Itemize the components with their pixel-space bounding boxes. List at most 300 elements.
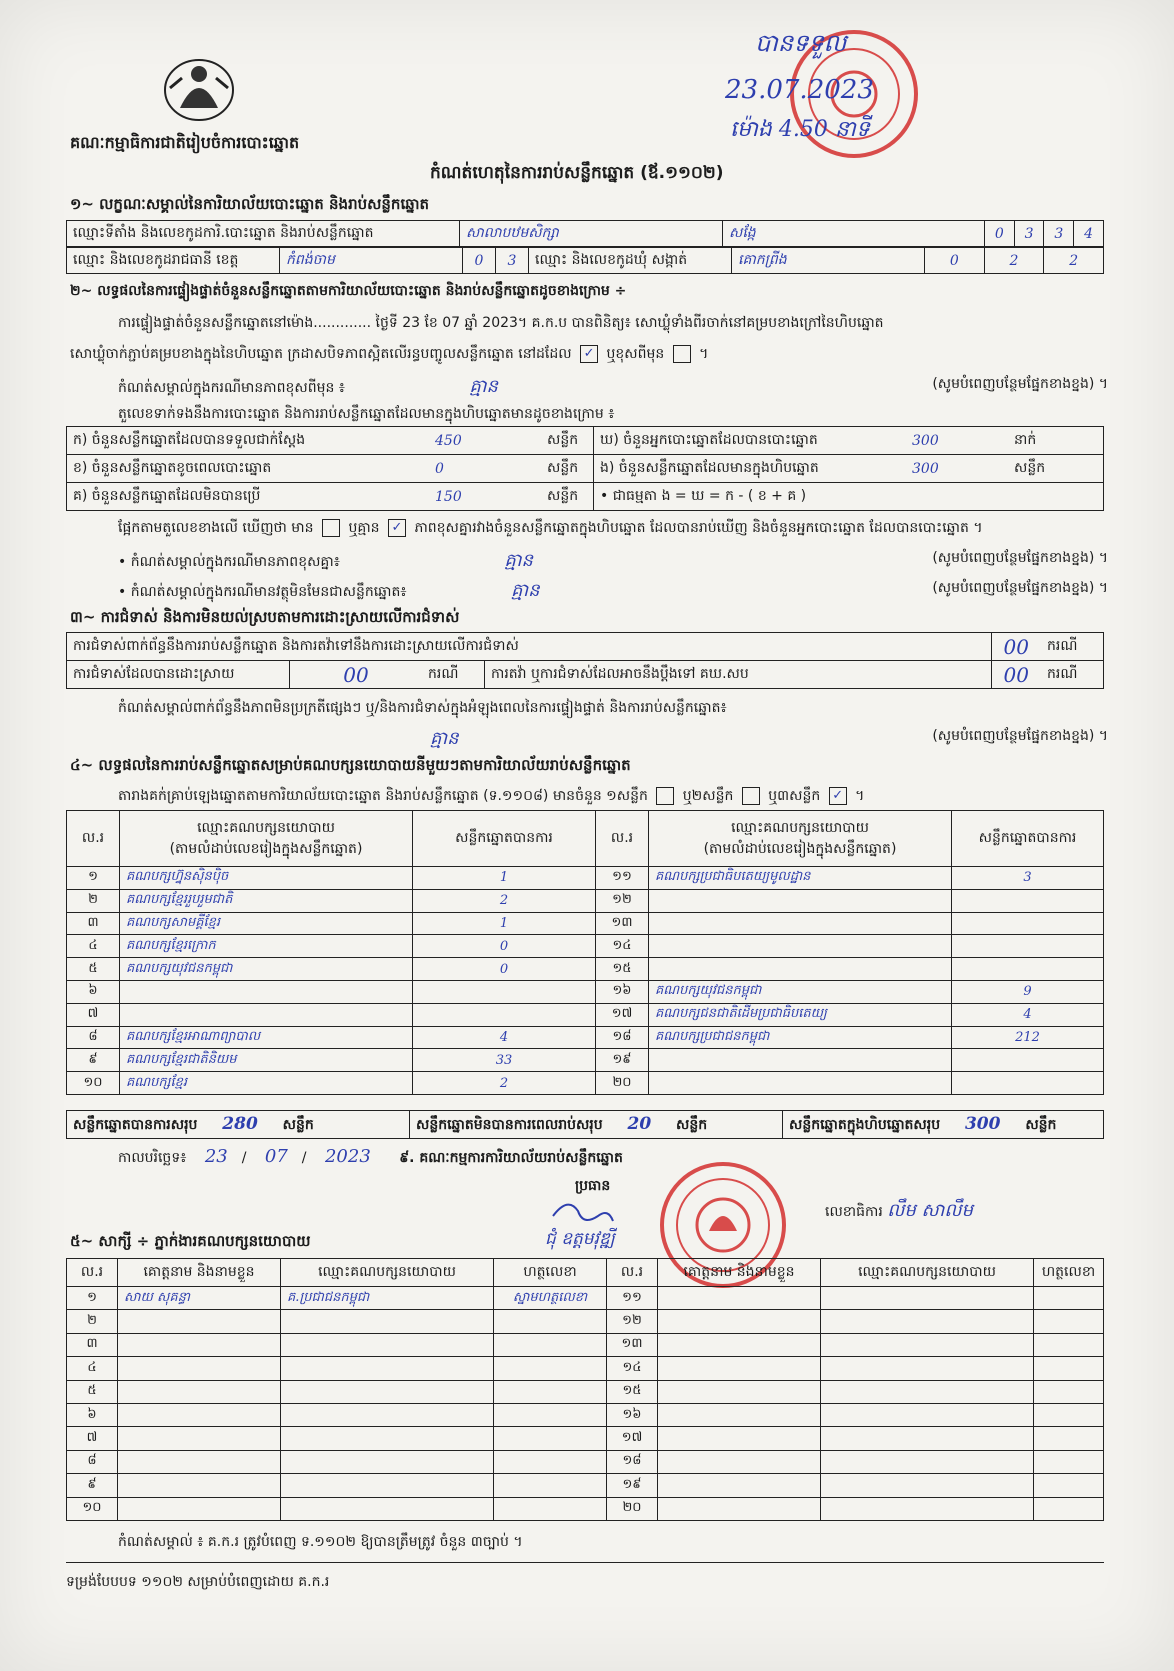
results-col-party-left — [120, 811, 413, 867]
objections-row1-value: 00 — [991, 633, 1041, 661]
results-party: គណបក្សខ្មែរក្រោក — [120, 935, 413, 958]
remark2-suffix: (សូមបំពេញបន្ថែមផ្នែកខាងខ្នង) ។ — [932, 550, 1108, 566]
section4-title: ៤~ លទ្ធផលនៃការរាប់សន្លឹកឆ្នោតសម្រាប់គណបក្សនយោបាយនីមួយៗតាមការិយាល័យរាប់សន្លឹកឆ្នោត — [70, 756, 631, 774]
received-note-time: ម៉ោង 4.50 នាទី — [730, 117, 870, 142]
committee-label: ៩. គណៈកម្មការការិយាល័យរាប់សន្លឹកឆ្នោត — [399, 1150, 623, 1166]
figure-a-value: 450 — [429, 427, 541, 455]
witness-signature — [494, 1333, 607, 1356]
remark3-suffix: (សូមបំពេញបន្ថែមផ្នែកខាងខ្នង) ។ — [932, 580, 1108, 596]
witness-signature — [494, 1474, 607, 1497]
witness-signature: ស្នាមហត្ថលេខា — [494, 1287, 607, 1310]
section2-para2: សោឃ្លុំចាក់ភ្ជាប់គម្របខាងក្នុងនៃហិបឆ្នោត ក្រដាសបិទភាពស្អិតលើរន្ធបញ្ចូលសន្លឹកឆ្នោត នៅដដែល — [70, 346, 572, 362]
figure-c-value: 150 — [429, 483, 541, 511]
remark3-row — [118, 578, 1108, 605]
witness-signature — [1034, 1474, 1104, 1497]
remark2-row — [118, 548, 1108, 575]
witness-no: ៩ — [67, 1474, 118, 1497]
witness-name — [118, 1333, 281, 1356]
witness-name — [118, 1474, 281, 1497]
figure-c-label: គ) ចំនួនសន្លឹកឆ្នោតដែលមិនបានប្រើ — [67, 483, 430, 511]
seal-intact-checkbox[interactable]: ✓ — [580, 345, 598, 363]
total-valid-label: សន្លឹកឆ្នោតបានការសរុប — [73, 1116, 198, 1133]
section5-title: ៥~ សាក្សី ÷ ភ្នាក់ងារគណបក្សនយោបាយ — [70, 1232, 311, 1250]
secretary-label: លេខាធិការ — [825, 1204, 883, 1220]
total-valid-cell — [67, 1111, 410, 1139]
nec-emblem-icon — [160, 48, 238, 126]
witness-party — [821, 1450, 1034, 1473]
results-votes: 4 — [413, 1026, 596, 1049]
remark3-value: គ្មាន — [511, 580, 540, 601]
witness-no: ១៨ — [607, 1450, 658, 1473]
witness-signature — [494, 1403, 607, 1426]
witness-name — [658, 1450, 821, 1473]
witness-name — [118, 1357, 281, 1380]
results-row — [67, 980, 1104, 1003]
section3-remark-suffix: (សូមបំពេញបន្ថែមផ្នែកខាងខ្នង) ។ — [932, 728, 1108, 744]
witness-row — [67, 1333, 1104, 1356]
results-no: ១០ — [67, 1072, 120, 1095]
results-votes — [952, 958, 1104, 981]
witness-name — [118, 1497, 281, 1520]
witness-row — [67, 1427, 1104, 1450]
results-no: ៩ — [67, 1049, 120, 1072]
commune-value: គោកព្រីង — [732, 248, 925, 274]
figure-c-unit: សន្លឹក — [541, 483, 594, 511]
results-row — [67, 889, 1104, 912]
witness-row — [67, 1497, 1104, 1520]
compare-text2: ឬគ្មាន — [348, 520, 380, 536]
results-votes: 1 — [413, 867, 596, 890]
footer-remark: កំណត់សម្គាល់ ៖ គ.ក.រ ត្រូវបំពេញ ទ.១១០២ ឱ្យបានត្រឹមត្រូវ ចំនួន ៣ច្បាប់ ។ — [118, 1534, 523, 1550]
objections-appeal-unit: ករណី — [1041, 661, 1104, 689]
figure-b-unit: សន្លឹក — [541, 455, 594, 483]
witness-name — [658, 1310, 821, 1333]
total-invalid-unit: សន្លឹក — [676, 1116, 708, 1133]
figure-b-value: 0 — [429, 455, 541, 483]
witness-party — [281, 1474, 494, 1497]
tally-2-sheets-checkbox[interactable] — [742, 787, 760, 805]
results-party: គណបក្សខ្មែរជាតិនិយម — [120, 1049, 413, 1072]
tally-opt3: ឬ៣សន្លឹក — [768, 788, 821, 804]
results-col-party-right — [649, 811, 952, 867]
witness-party — [821, 1357, 1034, 1380]
objections-appeal-label: ការតវ៉ា ឬការជំទាស់ដែលអាចនឹងប្តឹងទៅ គឃ.សប — [485, 661, 992, 689]
witness-body — [67, 1287, 1104, 1521]
figure-e-unit: សន្លឹក — [1008, 455, 1104, 483]
form-title: កំណត់ហេតុនៃការរាប់សន្លឹកឆ្នោត (ឪ.១១០២) — [430, 163, 724, 183]
date-day: 23 — [204, 1146, 228, 1167]
witness-name — [658, 1474, 821, 1497]
remark1-value: គ្មាន — [469, 376, 498, 397]
witness-party: គ.ប្រជាជនកម្ពុជា — [281, 1287, 494, 1310]
results-row — [67, 958, 1104, 981]
objections-resolved-unit: ករណី — [422, 661, 485, 689]
results-votes: 3 — [952, 867, 1104, 890]
figure-e-value: 300 — [906, 455, 1008, 483]
province-value: កំពង់ចាម — [280, 248, 463, 274]
witness-name — [658, 1333, 821, 1356]
witness-no: ២ — [67, 1310, 118, 1333]
org-name: គណៈកម្មាធិការជាតិរៀបចំការបោះឆ្នោត — [70, 133, 300, 152]
seal-changed-label: ឬខុសពីមុន — [606, 346, 665, 362]
witness-signature — [1034, 1450, 1104, 1473]
results-party: គណបក្សខ្មែរ — [120, 1072, 413, 1095]
witness-row — [67, 1450, 1104, 1473]
witness-no: ១៣ — [607, 1333, 658, 1356]
results-row — [67, 935, 1104, 958]
witness-signature — [1034, 1357, 1104, 1380]
figure-a-unit: សន្លឹក — [541, 427, 594, 455]
results-row — [67, 1049, 1104, 1072]
remark3-label: • កំណត់សម្គាល់ក្នុងករណីមានវត្ថុមិនមែនជាសន្លឹកឆ្នោត៖ — [118, 584, 407, 600]
results-votes: 212 — [952, 1026, 1104, 1049]
witness-party — [281, 1310, 494, 1333]
witness-party — [281, 1333, 494, 1356]
witness-name — [658, 1403, 821, 1426]
objections-resolved-value: 00 — [290, 661, 423, 689]
location-value2: សង្កែ — [723, 221, 985, 247]
results-votes: 0 — [413, 958, 596, 981]
results-col-party-left-sub: (តាមលំដាប់លេខរៀងក្នុងសន្លឹកឆ្នោត) — [169, 840, 363, 857]
witness-signature — [1034, 1310, 1104, 1333]
figure-e-label: ង) ចំនួនសន្លឹកឆ្នោតដែលមានក្នុងហិបឆ្នោត — [594, 455, 907, 483]
results-party — [649, 912, 952, 935]
results-col-votes-left: សន្លឹកឆ្នោតបានការ — [413, 811, 596, 867]
results-party: គណបក្សប្រជាធិបតេយ្យមូលដ្ឋាន — [649, 867, 952, 890]
results-votes — [413, 980, 596, 1003]
total-invalid-value: 20 — [627, 1113, 652, 1134]
results-party: គណបក្សយុវជនកម្ពុជា — [649, 980, 952, 1003]
witness-row — [67, 1474, 1104, 1497]
seal-changed-checkbox[interactable] — [673, 345, 691, 363]
results-party — [649, 1072, 952, 1095]
results-no: ១១ — [596, 867, 649, 890]
results-body — [67, 867, 1104, 1095]
witness-party — [281, 1380, 494, 1403]
witness-col-sign-right: ហត្ថលេខា — [1034, 1259, 1104, 1287]
results-col-party-right-title: ឈ្មោះគណបក្សនយោបាយ — [731, 819, 869, 836]
date-row: កាលបរិច្ឆេទ៖ 23 / 07 / 2023 ៩. គណៈកម្មការការិយាល័យរាប់សន្លឹកឆ្នោត — [118, 1146, 623, 1167]
results-no: ៥ — [67, 958, 120, 981]
witness-row — [67, 1380, 1104, 1403]
commune-code-3: 2 — [1044, 248, 1104, 274]
total-invalid-label: សន្លឹកឆ្នោតមិនបានការពេលរាប់សរុប — [416, 1116, 603, 1133]
witness-no: ១៦ — [607, 1403, 658, 1426]
results-row — [67, 867, 1104, 890]
received-note-date: 23.07.2023 — [725, 75, 874, 105]
objections-appeal-value: 00 — [991, 661, 1041, 689]
location-code-2: 3 — [1014, 221, 1044, 247]
witness-name — [658, 1427, 821, 1450]
results-votes: 0 — [413, 935, 596, 958]
witness-row — [67, 1357, 1104, 1380]
section2-title: ២~ លទ្ធផលនៃការផ្ទៀងផ្ទាត់ចំនួនសន្លឹកឆ្នោតតាមការិយាល័យបោះឆ្នោត និងរាប់សន្លឹកឆ្នោតដូចខាងក្រោម ÷ — [70, 283, 627, 299]
remark2-value: គ្មាន — [504, 550, 533, 571]
witness-signature — [1034, 1380, 1104, 1403]
tally-1-sheet-checkbox[interactable] — [656, 787, 674, 805]
results-party: គណបក្សប្រជាជនកម្ពុជា — [649, 1026, 952, 1049]
total-box-unit: សន្លឹក — [1025, 1116, 1057, 1133]
results-votes: 33 — [413, 1049, 596, 1072]
results-votes — [952, 889, 1104, 912]
results-totals — [66, 1110, 1104, 1139]
results-no: ៨ — [67, 1026, 120, 1049]
figure-a-label: ក) ចំនួនសន្លឹកឆ្នោតដែលបានទទួលជាក់ស្តែង — [67, 427, 430, 455]
witness-party — [821, 1310, 1034, 1333]
chair-name: ជុំ ឧត្តមវុឌ្ឍី — [545, 1229, 615, 1249]
chair-signature-icon — [548, 1196, 618, 1236]
witness-no: ៣ — [67, 1333, 118, 1356]
section3-remark-row — [70, 726, 1108, 753]
results-no: ១៨ — [596, 1026, 649, 1049]
witness-party — [821, 1287, 1034, 1310]
tally-row: តារាងគក់គ្រាប់ឡេងឆ្នោតតាមការិយាល័យបោះឆ្នោត និងរាប់សន្លឹកឆ្នោត (ទ.១១០៨) មានចំនួន ១សន្លឹក ឬ២សន្លឹក ឬ៣សន្លឹក ✓ ។ — [118, 788, 865, 804]
witness-name — [658, 1497, 821, 1520]
witness-signature — [494, 1310, 607, 1333]
witness-party — [821, 1474, 1034, 1497]
tally-opt2: ឬ២សន្លឹក — [682, 788, 734, 804]
remark1-label: កំណត់សម្គាល់ក្នុងករណីមានភាពខុសពីមុន ៖ — [118, 380, 345, 396]
witness-table — [66, 1258, 1104, 1521]
witness-name — [118, 1427, 281, 1450]
tally-3-sheets-checkbox[interactable]: ✓ — [829, 787, 847, 805]
commune-label: ឈ្មោះ និងលេខកូដឃុំ សង្កាត់ — [529, 248, 732, 274]
witness-col-party-right: ឈ្មោះគណបក្សនយោបាយ — [821, 1259, 1034, 1287]
results-no: ១៩ — [596, 1049, 649, 1072]
results-no: ១៤ — [596, 935, 649, 958]
tally-text: តារាងគក់គ្រាប់ឡេងឆ្នោតតាមការិយាល័យបោះឆ្នោត និងរាប់សន្លឹកឆ្នោត (ទ.១១០៨) មានចំនួន ១សន្លឹក — [118, 788, 648, 804]
witness-party — [821, 1403, 1034, 1426]
commune-code-2: 2 — [984, 248, 1044, 274]
witness-party — [821, 1497, 1034, 1520]
commune-code-1: 0 — [925, 248, 985, 274]
figure-b-label: ខ) ចំនួនសន្លឹកឆ្នោតខូចពេលបោះឆ្នោត — [67, 455, 430, 483]
results-no: ២០ — [596, 1072, 649, 1095]
section2-para2-row: សោឃ្លុំចាក់ភ្ជាប់គម្របខាងក្នុងនៃហិបឆ្នោត ក្រដាសបិទភាពស្អិតលើរន្ធបញ្ចូលសន្លឹកឆ្នោត នៅដដែល ✓ ឬខុសពីមុន ។ — [70, 346, 709, 362]
location-label: ឈ្មោះទីតាំង និងលេខកូដការិ.បោះឆ្នោត និងរាប់សន្លឹកឆ្នោត — [67, 221, 460, 247]
secretary-name: លឹម សាលឹម — [887, 1200, 973, 1221]
province-code-2: 3 — [496, 248, 529, 274]
results-row — [67, 912, 1104, 935]
witness-col-no-left: ល.រ — [67, 1259, 118, 1287]
total-invalid-cell — [410, 1111, 783, 1139]
results-votes — [952, 912, 1104, 935]
date-year: 2023 — [324, 1146, 371, 1167]
witness-no: ១៤ — [607, 1357, 658, 1380]
results-col-votes-right: សន្លឹកឆ្នោតបានការ — [952, 811, 1104, 867]
witness-col-party-left: ឈ្មោះគណបក្សនយោបាយ — [281, 1259, 494, 1287]
results-no: ២ — [67, 889, 120, 912]
results-row — [67, 1026, 1104, 1049]
witness-col-no-right: ល.រ — [607, 1259, 658, 1287]
received-note-line1: បានទទួល — [755, 29, 847, 57]
witness-col-name-right: គោត្តនាម និងនាមខ្លួន — [658, 1259, 821, 1287]
results-votes: 4 — [952, 1003, 1104, 1026]
total-box-value: 300 — [964, 1113, 1001, 1134]
results-party: គណបក្សហ្វ៊ុនស៊ិនប៉ិច — [120, 867, 413, 890]
province-label: ឈ្មោះ និងលេខកូដរាជធានី ខេត្ត — [67, 248, 280, 274]
witness-no: ២០ — [607, 1497, 658, 1520]
witness-no: ១៥ — [607, 1380, 658, 1403]
witness-party — [281, 1497, 494, 1520]
results-party: គណបក្សសាមគ្គីខ្មែរ — [120, 912, 413, 935]
formula-note: • ជាធម្មតា ង = ឃ = ក - ( ខ + គ ) — [594, 483, 1104, 511]
date-label: កាលបរិច្ឆេទ៖ — [118, 1150, 187, 1166]
section3-remark-value: គ្មាន — [430, 728, 459, 749]
location-code-4: 4 — [1074, 221, 1104, 247]
witness-name: សាយ សុគន្ធា — [118, 1287, 281, 1310]
has-difference-checkbox[interactable] — [322, 519, 340, 537]
no-difference-checkbox[interactable]: ✓ — [388, 519, 406, 537]
figure-d-label: ឃ) ចំនួនអ្នកបោះឆ្នោតដែលបានបោះឆ្នោត — [594, 427, 907, 455]
results-col-no-left: ល.រ — [67, 811, 120, 867]
results-no: ៤ — [67, 935, 120, 958]
results-no: ១៧ — [596, 1003, 649, 1026]
results-party: គណបក្សជនជាតិដើមប្រជាធិបតេយ្យ — [649, 1003, 952, 1026]
witness-no: ៨ — [67, 1450, 118, 1473]
location-code-3: 3 — [1044, 221, 1074, 247]
objections-table — [66, 632, 1104, 689]
results-row — [67, 1003, 1104, 1026]
witness-col-sign-left: ហត្ថលេខា — [494, 1259, 607, 1287]
witness-signature — [1034, 1333, 1104, 1356]
results-no: ៦ — [67, 980, 120, 1003]
results-votes — [952, 1072, 1104, 1095]
figure-d-unit: នាក់ — [1008, 427, 1104, 455]
witness-party — [281, 1450, 494, 1473]
results-no: ៧ — [67, 1003, 120, 1026]
results-party: គណបក្សខ្មែរអាណាព្យាបាល — [120, 1026, 413, 1049]
witness-party — [821, 1427, 1034, 1450]
witness-signature — [494, 1380, 607, 1403]
witness-signature — [1034, 1497, 1104, 1520]
section1-title: ១~ លក្ខណៈសម្គាល់នៃការិយាល័យបោះឆ្នោត និងរាប់សន្លឹកឆ្នោត — [70, 195, 430, 213]
results-votes: 2 — [413, 1072, 596, 1095]
witness-no: ៧ — [67, 1427, 118, 1450]
witness-row — [67, 1287, 1104, 1310]
total-valid-unit: សន្លឹក — [282, 1116, 314, 1133]
results-party — [649, 1049, 952, 1072]
results-row — [67, 1072, 1104, 1095]
witness-signature — [494, 1497, 607, 1520]
results-party — [120, 980, 413, 1003]
results-party — [120, 1003, 413, 1026]
secretary-row — [825, 1198, 973, 1225]
witness-party — [281, 1403, 494, 1426]
section3-title: ៣~ ការជំទាស់ និងការមិនយល់ស្របតាមការដោះស្រាយលើការជំទាស់ — [70, 608, 460, 626]
results-party — [649, 935, 952, 958]
location-code-1: 0 — [984, 221, 1014, 247]
results-no: ១៦ — [596, 980, 649, 1003]
witness-name — [118, 1403, 281, 1426]
objections-row1-unit: ករណី — [1041, 633, 1104, 661]
compare-row — [118, 518, 1108, 539]
witness-signature — [494, 1357, 607, 1380]
total-box-label: សន្លឹកឆ្នោតក្នុងហិបឆ្នោតសរុប — [789, 1116, 941, 1133]
witness-party — [281, 1427, 494, 1450]
witness-party — [281, 1357, 494, 1380]
witness-no: ១៧ — [607, 1427, 658, 1450]
results-no: ៣ — [67, 912, 120, 935]
results-no: ១៣ — [596, 912, 649, 935]
results-votes — [952, 935, 1104, 958]
total-valid-value: 280 — [222, 1113, 258, 1134]
witness-no: ៦ — [67, 1403, 118, 1426]
witness-no: ១០ — [67, 1497, 118, 1520]
footer-form-note: ទម្រង់បែបបទ ១១០២ សម្រាប់បំពេញដោយ គ.ក.រ — [66, 1574, 330, 1590]
witness-signature — [494, 1427, 607, 1450]
section1-table — [66, 220, 1104, 247]
results-votes: 2 — [413, 889, 596, 912]
province-code-1: 0 — [463, 248, 496, 274]
remark1-row — [118, 374, 1108, 401]
chair-label: ប្រធាន — [575, 1178, 611, 1194]
footer-divider — [66, 1562, 1104, 1563]
results-col-party-left-title: ឈ្មោះគណបក្សនយោបាយ — [197, 819, 335, 836]
results-party — [649, 958, 952, 981]
remark2-label: • កំណត់សម្គាល់ក្នុងករណីមានភាពខុសគ្នា៖ — [118, 554, 340, 570]
witness-signature — [1034, 1287, 1104, 1310]
total-box-cell — [783, 1111, 1104, 1139]
results-votes: 1 — [413, 912, 596, 935]
witness-signature — [494, 1450, 607, 1473]
witness-col-name-left: គោត្តនាម និងនាមខ្លួន — [118, 1259, 281, 1287]
results-no: ១៥ — [596, 958, 649, 981]
remark1-suffix: (សូមបំពេញបន្ថែមផ្នែកខាងខ្នង) ។ — [932, 376, 1108, 392]
witness-row — [67, 1403, 1104, 1426]
results-party: គណបក្សខ្មែររួបរួមជាតិ — [120, 889, 413, 912]
witness-name — [118, 1450, 281, 1473]
witness-party — [821, 1380, 1034, 1403]
witness-name — [658, 1380, 821, 1403]
witness-row — [67, 1310, 1104, 1333]
witness-signature — [1034, 1427, 1104, 1450]
objections-resolved-label: ការជំទាស់ដែលបានដោះស្រាយ — [67, 661, 290, 689]
witness-name — [658, 1287, 821, 1310]
results-col-no-right: ល.រ — [596, 811, 649, 867]
witness-no: ៥ — [67, 1380, 118, 1403]
results-party — [649, 889, 952, 912]
objections-row1-label: ការជំទាស់ពាក់ព័ន្ធនឹងការរាប់សន្លឹកឆ្នោត និងការតវ៉ាទៅនឹងការដោះស្រាយលើការជំទាស់ — [67, 633, 992, 661]
results-votes: 9 — [952, 980, 1104, 1003]
witness-name — [658, 1357, 821, 1380]
figures-table — [66, 426, 1104, 511]
results-votes — [413, 1003, 596, 1026]
witness-no: ៤ — [67, 1357, 118, 1380]
results-votes — [952, 1049, 1104, 1072]
results-no: ១ — [67, 867, 120, 890]
witness-name — [118, 1310, 281, 1333]
witness-name — [118, 1380, 281, 1403]
results-table — [66, 810, 1104, 1095]
results-no: ១២ — [596, 889, 649, 912]
witness-no: ១ — [67, 1287, 118, 1310]
section2-para1: ការផ្ទៀងផ្ទាត់ចំនួនសន្លឹកឆ្នោតនៅម៉ោង............. ថ្ងៃទី 23 ខែ 07 ឆ្នាំ 2023។ គ.ក.ប បានពិនិត្យ៖ សោឃ្លុំទាំងពីរចាក់នៅគម្របខាងក្រៅនៃហិបឆ្នោត — [118, 315, 884, 331]
section3-remark-label: កំណត់សម្គាល់ពាក់ព័ន្ធនឹងភាពមិនប្រក្រតីផ្សេងៗ ឬ/និងការជំទាស់ក្នុងអំឡុងពេលនៃការផ្ទៀងផ្ទាត់ និងការរាប់សន្លឹកឆ្នោត៖ — [118, 700, 727, 716]
compare-text3: ភាពខុសគ្នារវាងចំនួនសន្លឹកឆ្នោតក្នុងហិបឆ្នោត ដែលបានរាប់ឃើញ និងចំនួនអ្នកបោះឆ្នោត ដែលបានបោះឆ្នោត ។ — [414, 520, 983, 536]
figure-d-value: 300 — [906, 427, 1008, 455]
witness-no: ១២ — [607, 1310, 658, 1333]
witness-party — [821, 1333, 1034, 1356]
results-party: គណបក្សយុវជនកម្ពុជា — [120, 958, 413, 981]
results-col-party-right-sub: (តាមលំដាប់លេខរៀងក្នុងសន្លឹកឆ្នោត) — [703, 840, 897, 857]
section1-table-row2 — [66, 247, 1104, 274]
figures-intro: តួលេខទាក់ទងនឹងការបោះឆ្នោត និងការរាប់សន្លឹកឆ្នោតដែលមានក្នុងហិបឆ្នោតមានដូចខាងក្រោម ៖ — [118, 406, 615, 422]
witness-no: ១៩ — [607, 1474, 658, 1497]
location-value: សាលាបឋមសិក្សា — [460, 221, 723, 247]
witness-no: ១១ — [607, 1287, 658, 1310]
witness-signature — [1034, 1403, 1104, 1426]
